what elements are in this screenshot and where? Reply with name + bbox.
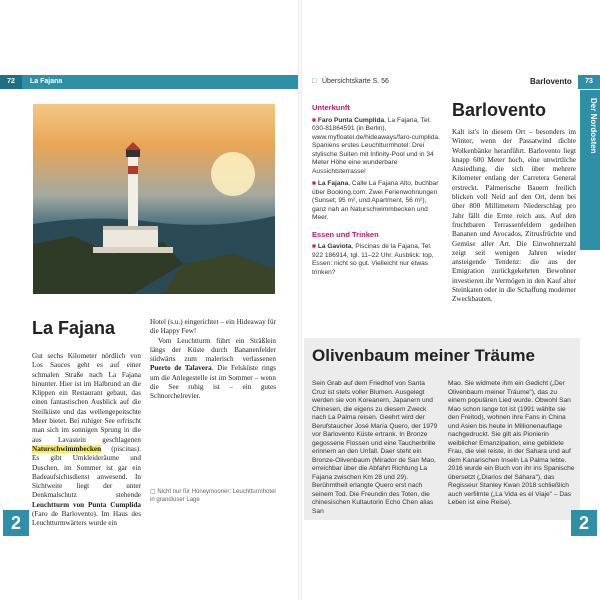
left-block-number: 2 [3, 510, 29, 536]
unterkunft-2-text: , Calle La Fajana Alto, buchbar über Booking.com. Zwei Ferienwohnungen (Sunset; 95 m², und Apartment, 56 m²), ganz nah an Naturschwimmbecken und Meer. [312, 180, 439, 221]
unterkunft-2-name: La Fajana [317, 180, 349, 187]
right-header-title: Barlovento [530, 77, 572, 86]
highlight-naturschwimmbecken: Naturschwimmbecken [32, 444, 102, 453]
bold-puerto-talavera: Puerto de Talavera [150, 364, 212, 373]
bold-leuchtturm: Leuchtturm von Punta Cumplida [32, 500, 141, 509]
left-col1-part3: (Faro de Barlovento). Im Haus des Leuchtturmwärters wurde ein [32, 510, 141, 528]
barlovento-text: Kalt ist's in diesem Ort – besonders im Winter, wenn der Passatwind dichte Wolkenbänke heranführt. Barlovento liegt knapp 600 Meter hoch, eine unwirtliche Ansiedlung, die sich über mehrere Kilometer entlang der Carretera General erstreckt. Palmerische Bauern freilich blicken voll Neid auf den Ort, denn bei über 800 Millimetern Niederschlag pro Jahr fällt die Ernte reich aus. Auf den fruchtbaren Terrassenfeldern gedeihen Bananen und Avocados, Zitrusfrüchte und Gemüse aller Art. Die Einwohnerzahl zeigt seit wenigen Jahren wieder ansteigende Tendenz: die aus der Emigration zurückgekehrten Bewohner investieren ihr Vermögen in den Kauf alter Steinkaten oder in die Schaffung moderner Zweckbauten. [452, 128, 576, 304]
feature-box-col2: Mao. Sie widmete ihm ein Gedicht („Der Olivenbaum meiner Träume"), das zu einem populären Lied wurde. Obwohl San Mao schon lange tot ist (1991 wählte sie den Freitod), wohnen ihre Fans in China und Asien bis heute in Millionenauflage nachgedruckt. Sie gilt als Pionierin weiblicher Emanzipation, eine gebildete Frau, die viel reiste, in der Sahara und auf dem Kanarischen Inseln La Palma lebte. 2016 wurde ein Buch von ihr ins Spanische übersetzt („Diarios del Sáhara"), das Regisseur Stanley Kwan 2018 schließlich auch verfilmte („La Vida es el Viaje" – Das Leben ist eine Reise). [448, 380, 575, 506]
info-column [312, 104, 442, 277]
bullet-icon: ■ [312, 243, 318, 250]
feature-box [304, 338, 580, 520]
left-col2-para2a: Vom Leuchtturm führt ein Sträßlein längs der Küste durch Bananenfelder südwärts zum malerisch verlassenen [150, 336, 276, 364]
left-col2-para2b: . Die Felsküste rings um die Anlegestelle ist im Sommer – wenn die See ruhig ist – ein gutes Schnorchelrevier. [150, 364, 277, 401]
feature-box-col1: Sein Grab auf dem Friedhof von Santa Cruz ist stets voller Blumen. Ausgelegt werden sie von Koreanern, Japanern und Chinesen, die eigens zu diesem Zweck nach La Palma reisen. Geehrt wird der Berufstaucher José María Quero, der 1979 vor Barlovento Küste ertrank. In Bronze gegossene Flossen und eine Taucherbrille erinnern an den Unfall. Daer steht ein Bronze-Olivenbaum (Mirador de San Mao, erreichbar über die Abfahrt Richtung La Fajana zwischen Km 28 und 29). Berühmtheit erlangte Quero erst nach seinem Tod. Die Freundin des Toten, die chinesischen Kultautorin Echo Chen alias San [312, 380, 438, 515]
map-ref-icon: □ [312, 78, 317, 85]
region-side-tab [580, 90, 600, 250]
essen-entry-1 [312, 243, 442, 277]
left-page-header [0, 75, 298, 89]
unterkunft-1-text: , La Fajana, Tel. 030-81864591 (in Berlin), www.myfloatel.de/hideaways/faro-cumplida. Spaniens erstes Leuchtturmhotel: Drei stylische Suiten mit Infinity-Pool und in 34 Meter Höhe eine wunderbare Aussichtsterrasse! [312, 116, 440, 175]
left-heading: La Fajana [32, 318, 116, 338]
feature-box-heading: Olivenbaum meiner Träume [312, 346, 535, 365]
essen-1-text: , Piscinas de la Fajana, Tel. 922 186914, tgl. 11–22 Uhr. Ausblick: top, Essen: nicht so gut. Vielleicht nur etwas trinken? [312, 243, 434, 276]
lighthouse-photo [33, 104, 275, 294]
essen-1-name: La Gaviota [317, 243, 352, 250]
unterkunft-1-name: Faro Punta Cumplida [317, 116, 385, 124]
unterkunft-entry-2 [312, 180, 442, 223]
unterkunft-heading: Unterkunft [312, 103, 350, 112]
left-col1-part1: Gut sechs Kilometer nördlich von Los Sauces geht es auf einer schmalen Straße nach La Fajana hinunter. Hier ist im Halbrund an die Klippen ein Restaurant gebaut, das einen fantastischen Ausblick auf die Steilküste und das wellengepeitschte Meer bietet. Bei ruhiger See erfrischt man sich im sonnigen Sprung in die aus Lavastein geschlagenen [32, 352, 141, 444]
header-map-ref: Übersichtskarte S. 56 [322, 78, 389, 85]
region-side-tab-label: Der Nordosten [589, 98, 598, 154]
left-col1-part2: (piscinas). Es gibt Umkleideräume und Duschen, im Sommer ist gar ein Badeaufsichtsdienst anwesend. In Sichtweite liegt der unter Denkmalschutz stehende [32, 444, 141, 500]
book-gutter [298, 0, 302, 600]
left-col2-text [150, 318, 276, 402]
barlovento-heading: Barlovento [452, 100, 547, 120]
caption-icon: ▢ [150, 489, 158, 495]
essen-heading: Essen und Trinken [312, 229, 379, 239]
photo-caption [150, 488, 276, 504]
bullet-icon: ■ [312, 180, 318, 187]
lighthouse-illustration [33, 104, 275, 294]
left-col2-para1: Hotel (s.u.) eingerichtet – ein Hideaway für die Happy Few! [150, 318, 276, 336]
caption-text: Nicht nur für Honeymooner: Leuchtturmhotel in grandioser Lage [150, 489, 276, 503]
left-header-title: La Fajana [30, 78, 63, 85]
right-block-number: 2 [571, 510, 597, 536]
left-col1-text [32, 352, 141, 529]
unterkunft-entry-1 [312, 117, 442, 177]
left-page-number: 72 [0, 75, 22, 89]
right-page-header [302, 75, 600, 89]
right-page-number: 73 [578, 75, 600, 89]
bullet-icon: ■ [312, 116, 318, 124]
